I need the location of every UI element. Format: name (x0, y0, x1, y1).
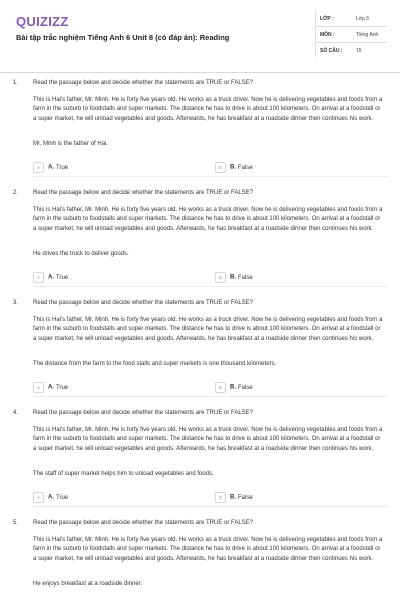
question-number: 3. (13, 300, 19, 306)
divider (33, 506, 388, 507)
option-a[interactable] (33, 382, 68, 393)
option-label: A. (48, 384, 54, 391)
option-box: A (33, 272, 44, 283)
option-text: False (238, 494, 253, 501)
meta-row-subject (315, 27, 387, 43)
meta-value: Lớp 6 (356, 16, 370, 22)
question-statement: Mr. Minh is the father of Hai. (33, 141, 109, 147)
divider (33, 176, 388, 177)
option-text: False (238, 274, 253, 281)
option-text: True (56, 274, 69, 281)
option-box: A (33, 162, 44, 173)
question-passage: This is Hai's father, Mr. Minh. He is forty five years old. He works as a truck driver. Now he is delivering vegetables and foods from a farm in the suburb to foodstalls and super markets. The distance he has to drive is about 100 kilometers. On arrival at a foodstall or a super market, he will unload vegetables and goods. Afterwards, he has breakfast at a roadside dinner then continues his work. (33, 537, 383, 562)
option-label: A. (48, 164, 54, 171)
option-text: False (238, 164, 253, 171)
question-number: 2. (13, 190, 19, 196)
option-a[interactable] (33, 162, 68, 173)
option-box: B (215, 492, 226, 503)
option-label: B. (230, 384, 236, 391)
option-text: False (238, 384, 253, 391)
question-stem: Read the passage below and decide whether the statements are TRUE or FALSE? (33, 190, 254, 196)
option-box: A (33, 382, 44, 393)
option-box: B (215, 162, 226, 173)
worksheet-title: Bài tập trắc nghiệm Tiếng Anh 6 Unit 8 (có đáp án): Reading (16, 33, 230, 42)
question-passage: This is Hai's father, Mr. Minh. He is forty five years old. He works as a truck driver. Now he is delivering vegetables and foods from a farm in the suburb to foodstalls and super markets. The distance he has to drive is about 100 kilometers. On arrival at a foodstall or a super market, he will unload vegetables and goods. Afterwards, he has breakfast at a roadside dinner then continues his work. (33, 427, 383, 452)
option-box: B (215, 382, 226, 393)
option-text: True (56, 494, 69, 501)
option-b[interactable] (215, 272, 253, 283)
option-box: A (33, 492, 44, 503)
option-a[interactable] (33, 272, 68, 283)
option-text: True (56, 164, 69, 171)
option-b[interactable] (215, 492, 253, 503)
question-number: 1. (13, 80, 19, 86)
question-passage: This is Hai's father, Mr. Minh. He is forty five years old. He works as a truck driver. Now he is delivering vegetables and foods from a farm in the suburb to foodstalls and super markets. The distance he has to drive is about 100 kilometers. On arrival at a foodstall or a super market, he will unload vegetables and goods. Afterwards, he has breakfast at a roadside dinner then continues his work. (33, 317, 383, 342)
question-stem: Read the passage below and decide whether the statements are TRUE or FALSE? (33, 80, 254, 86)
question-stem: Read the passage below and decide whether the statements are TRUE or FALSE? (33, 300, 254, 306)
question-statement: The staff of super market helps him to unload vegetables and foods. (33, 471, 214, 477)
quizizz-logo: QUIZIZZ (16, 14, 69, 29)
option-a[interactable] (33, 492, 68, 503)
question-stem: Read the passage below and decide whether the statements are TRUE or FALSE? (33, 410, 254, 416)
meta-key: LỚP : (320, 16, 334, 22)
question-statement: He enjoys breakfast at a roadside dinner. (33, 581, 143, 587)
option-b[interactable] (215, 382, 253, 393)
option-text: True (56, 384, 69, 391)
meta-value: 15 (356, 48, 362, 54)
meta-row-class (315, 11, 387, 27)
question-number: 4. (13, 410, 19, 416)
option-label: A. (48, 494, 54, 501)
divider (33, 286, 388, 287)
meta-key: SỐ CÂU : (320, 48, 343, 54)
worksheet-header (0, 0, 400, 73)
option-label: B. (230, 494, 236, 501)
worksheet-meta (315, 11, 387, 58)
question-passage: This is Hai's father, Mr. Minh. He is forty five years old. He works as a truck driver. Now he is delivering vegetables and foods from a farm in the suburb to foodstalls and super markets. The distance he has to drive is about 100 kilometers. On arrival at a foodstall or a super market, he will unload vegetables and goods. Afterwards, he has breakfast at a roadside dinner then continues his work. (33, 207, 383, 232)
question-stem: Read the passage below and decide whether the statements are TRUE or FALSE? (33, 520, 254, 526)
meta-key: MÔN : (320, 32, 335, 38)
question-statement: The distance from the farm to the food stalls and super markets is one thousand kilometers. (33, 361, 277, 367)
option-b[interactable] (215, 162, 253, 173)
option-label: B. (230, 164, 236, 171)
option-box: B (215, 272, 226, 283)
meta-row-count (315, 43, 387, 58)
option-label: A. (48, 274, 54, 281)
question-number: 5. (13, 520, 19, 526)
divider (33, 396, 388, 397)
question-passage: This is Hai's father, Mr. Minh. He is forty five years old. He works as a truck driver. Now he is delivering vegetables and foods from a farm in the suburb to foodstalls and super markets. The distance he has to drive is about 100 kilometers. On arrival at a foodstall or a super market, he will unload vegetables and goods. Afterwards, he has breakfast at a roadside dinner then continues his work. (33, 97, 383, 122)
question-statement: He drives the truck to deliver goods. (33, 251, 129, 257)
meta-value: Tiếng Anh (356, 32, 379, 38)
option-label: B. (230, 274, 236, 281)
